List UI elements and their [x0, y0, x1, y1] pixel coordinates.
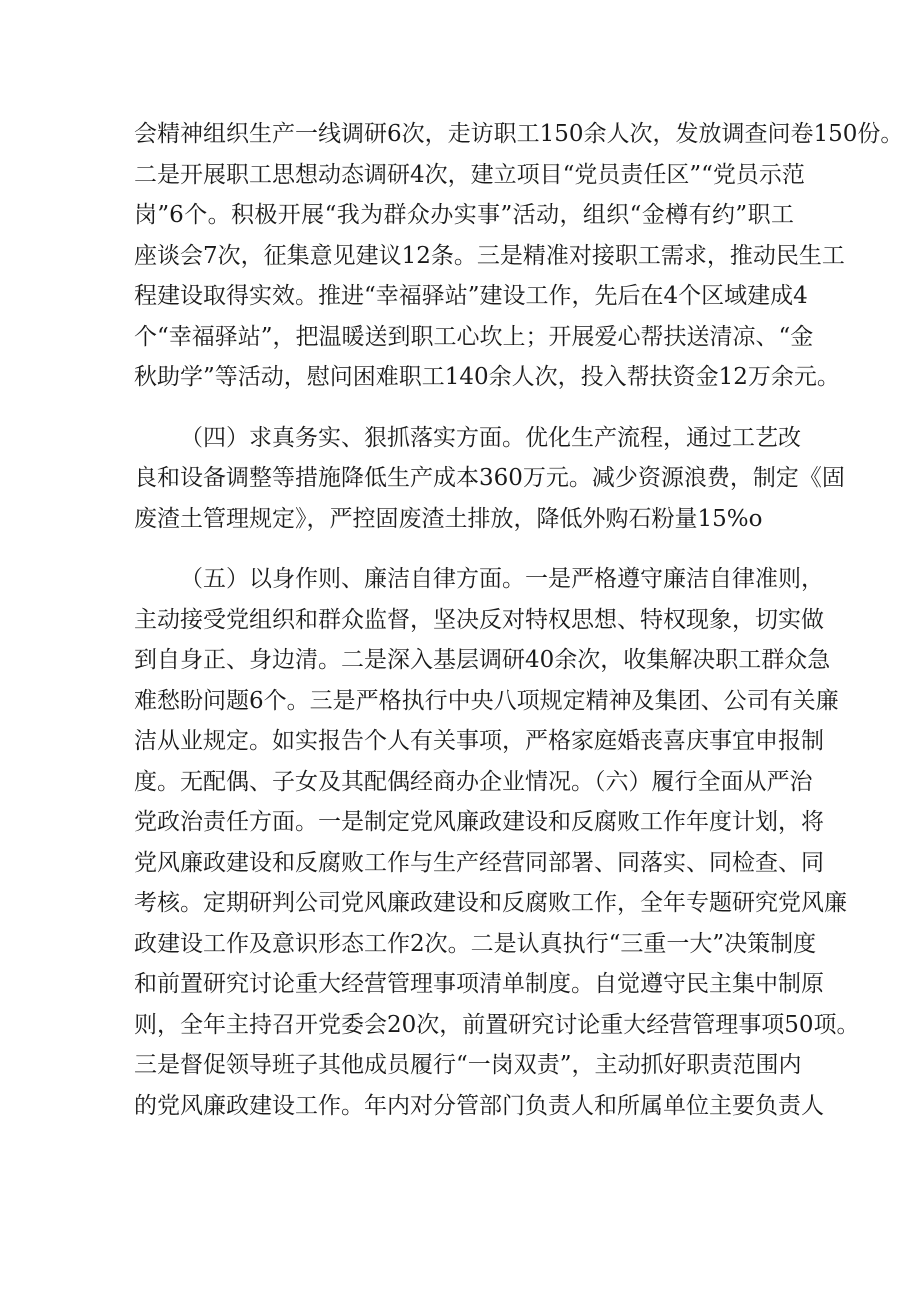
section-heading-line: （五）以身作则、廉洁自律方面。一是严格遵守廉洁自律准则， — [180, 566, 824, 592]
text-line: 个“幸福驿站”，把温暖送到职工心坎上；开展爱心帮扶送清凉、“金 — [134, 323, 814, 350]
text-line: 的党风廉政建设工作。年内对分管部门负责人和所属单位主要负责人 — [134, 1092, 824, 1119]
text-line: 秋助学”等活动，慰问困难职工140余人次，投入帮扶资金12万余元。 — [134, 364, 840, 390]
text-line: 岗”6个。积极开展“我为群众办实事”活动，组织“金樽有约”职工 — [134, 202, 794, 228]
text-line: 良和设备调整等措施降低生产成本360万元。减少资源浪费，制定《固 — [134, 465, 845, 491]
text-line: 考核。定期研判公司党风廉政建设和反腐败工作，全年专题研究党风廉 — [134, 890, 847, 916]
text-line: 到自身正、身边清。二是深入基层调研40余次，收集解决职工群众急 — [134, 647, 831, 673]
text-line: 党风廉政建设和反腐败工作与生产经营同部署、同落实、同检查、同 — [134, 849, 824, 876]
body-text — [134, 114, 904, 1126]
paragraph-gap — [134, 398, 794, 418]
text-line: 和前置研究讨论重大经营管理事项清单制度。自觉遵守民主集中制原 — [134, 971, 824, 997]
text-line: 三是督促领导班子其他成员履行“一岗双责”，主动抓好职责范围内 — [134, 1052, 802, 1078]
text-line: 会精神组织生产一线调研6次，走访职工150余人次，发放调查问卷150份。 — [134, 121, 904, 147]
text-line: 度。无配偶、子女及其配偶经商办企业情况。（六）履行全面从严治 — [134, 768, 813, 795]
text-line: 党政治责任方面。一是制定党风廉政建设和反腐败工作年度计划，将 — [134, 809, 824, 835]
paragraph-gap — [134, 539, 794, 559]
text-line: 政建设工作及意识形态工作2次。二是认真执行“三重一大”决策制度 — [134, 930, 817, 957]
text-line: 则，全年主持召开党委会20次，前置研究讨论重大经营管理事项50项。 — [134, 1011, 860, 1038]
text-line: 废渣土管理规定》，严控固废渣土排放，降低外购石粉量15%o — [134, 505, 763, 532]
text-line: 主动接受党组织和群众监督，坚决反对特权思想、特权现象，切实做 — [134, 606, 824, 633]
text-line: 二是开展职工思想动态调研4次，建立项目“党员责任区”“党员示范 — [134, 161, 805, 188]
text-line: 程建设取得实效。推进“幸福驿站”建设工作，先后在4个区域建成4 — [134, 283, 808, 309]
text-line: 洁从业规定。如实报告个人有关事项，严格家庭婚丧喜庆事宜申报制 — [134, 728, 824, 754]
text-line: 难愁盼问题6个。三是严格执行中央八项规定精神及集团、公司有关廉 — [134, 687, 839, 714]
text-line: 座谈会7次，征集意见建议12条。三是精准对接职工需求，推动民生工 — [134, 242, 845, 269]
section-heading-line: （四）求真务实、狠抓落实方面。优化生产流程，通过工艺改 — [180, 424, 801, 451]
